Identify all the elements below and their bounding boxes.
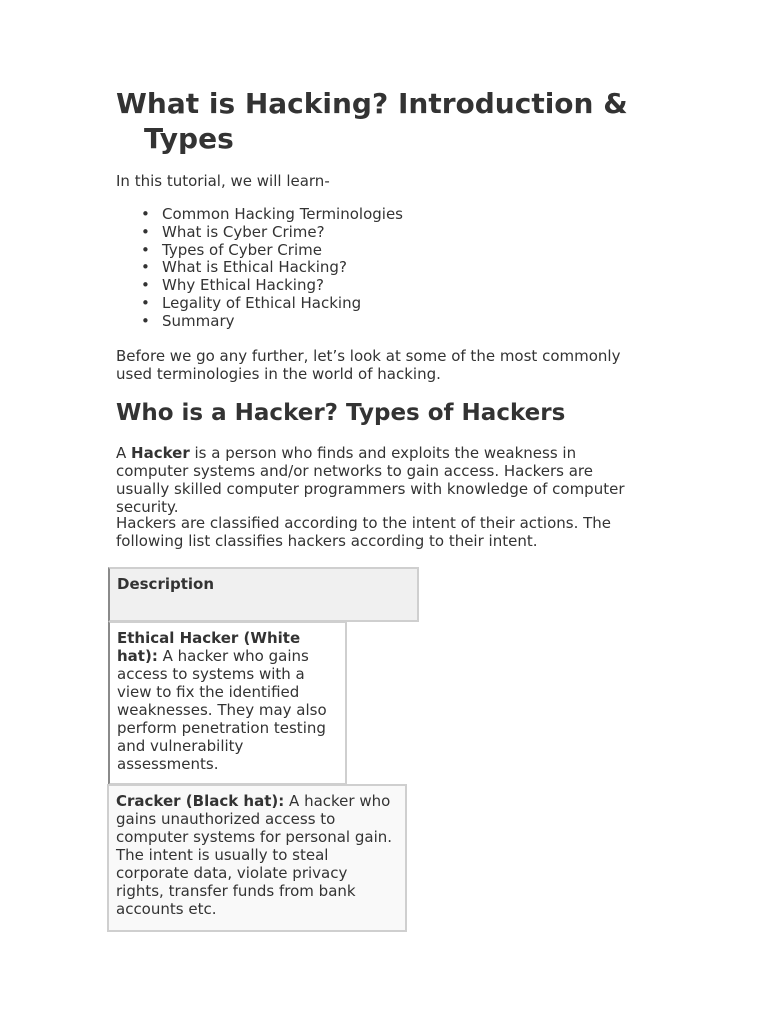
classification-paragraph: Hackers are classified according to the intent of their actions. The following list classifies hackers according to their intent. — [116, 514, 612, 550]
page-title — [116, 86, 656, 156]
list-item — [116, 313, 403, 331]
table-cell-cracker — [107, 784, 407, 932]
list-item — [116, 277, 403, 295]
ethical-hacker-term: Ethical Hacker (White hat): — [117, 629, 301, 665]
list-item — [116, 206, 403, 224]
table-header-cell: Description — [108, 567, 419, 622]
list-item-text: What is Ethical Hacking? — [162, 258, 347, 277]
bullet-icon: • — [141, 222, 150, 241]
hacker-prefix: A — [116, 444, 132, 462]
terminology-intro-paragraph: Before we go any further, let’s look at some of the most commonly used terminologies in the world of hacking. — [116, 347, 621, 383]
cracker-term: Cracker (Black hat): — [116, 792, 285, 810]
list-item-text: Summary — [162, 311, 235, 330]
intro-text: In this tutorial, we will learn- — [116, 172, 330, 190]
bullet-icon: • — [141, 258, 150, 277]
list-item — [116, 224, 403, 242]
bullet-icon: • — [141, 293, 150, 312]
list-item-text: Legality of Ethical Hacking — [162, 293, 362, 312]
list-item — [116, 259, 403, 277]
ethical-hacker-description: A hacker who gains access to systems with a view to fix the identified weaknesses. They may also perform penetration testing and vulnerability assessments. — [117, 647, 327, 773]
hacker-definition-text: is a person who finds and exploits the weakness in computer systems and/or networks to gain access. Hackers are usually skilled computer programmers with knowledge of computer security. — [116, 444, 625, 516]
list-item-text: Common Hacking Terminologies — [162, 205, 403, 223]
page-title-line2: Types — [144, 122, 234, 155]
hacker-definition-paragraph — [116, 444, 646, 516]
bullet-icon: • — [141, 205, 150, 223]
hacker-term: Hacker — [131, 444, 190, 462]
page-title-line1: What is Hacking? Introduction & — [116, 87, 628, 120]
cracker-description: A hacker who gains unauthorized access to computer systems for personal gain. The intent is usually to steal corporate data, violate privacy rights, transfer funds from bank accounts etc. — [116, 792, 393, 918]
list-item-text: What is Cyber Crime? — [162, 222, 325, 241]
table-cell-ethical-hacker — [108, 621, 347, 785]
list-item — [116, 242, 403, 260]
list-item — [116, 295, 403, 313]
bullet-icon: • — [141, 276, 150, 295]
bullet-icon: • — [141, 311, 150, 330]
tutorial-topics-list — [116, 206, 403, 331]
list-item-text: Why Ethical Hacking? — [162, 276, 324, 295]
list-item-text: Types of Cyber Crime — [162, 240, 322, 259]
bullet-icon: • — [141, 240, 150, 259]
section-heading: Who is a Hacker? Types of Hackers — [116, 400, 566, 426]
